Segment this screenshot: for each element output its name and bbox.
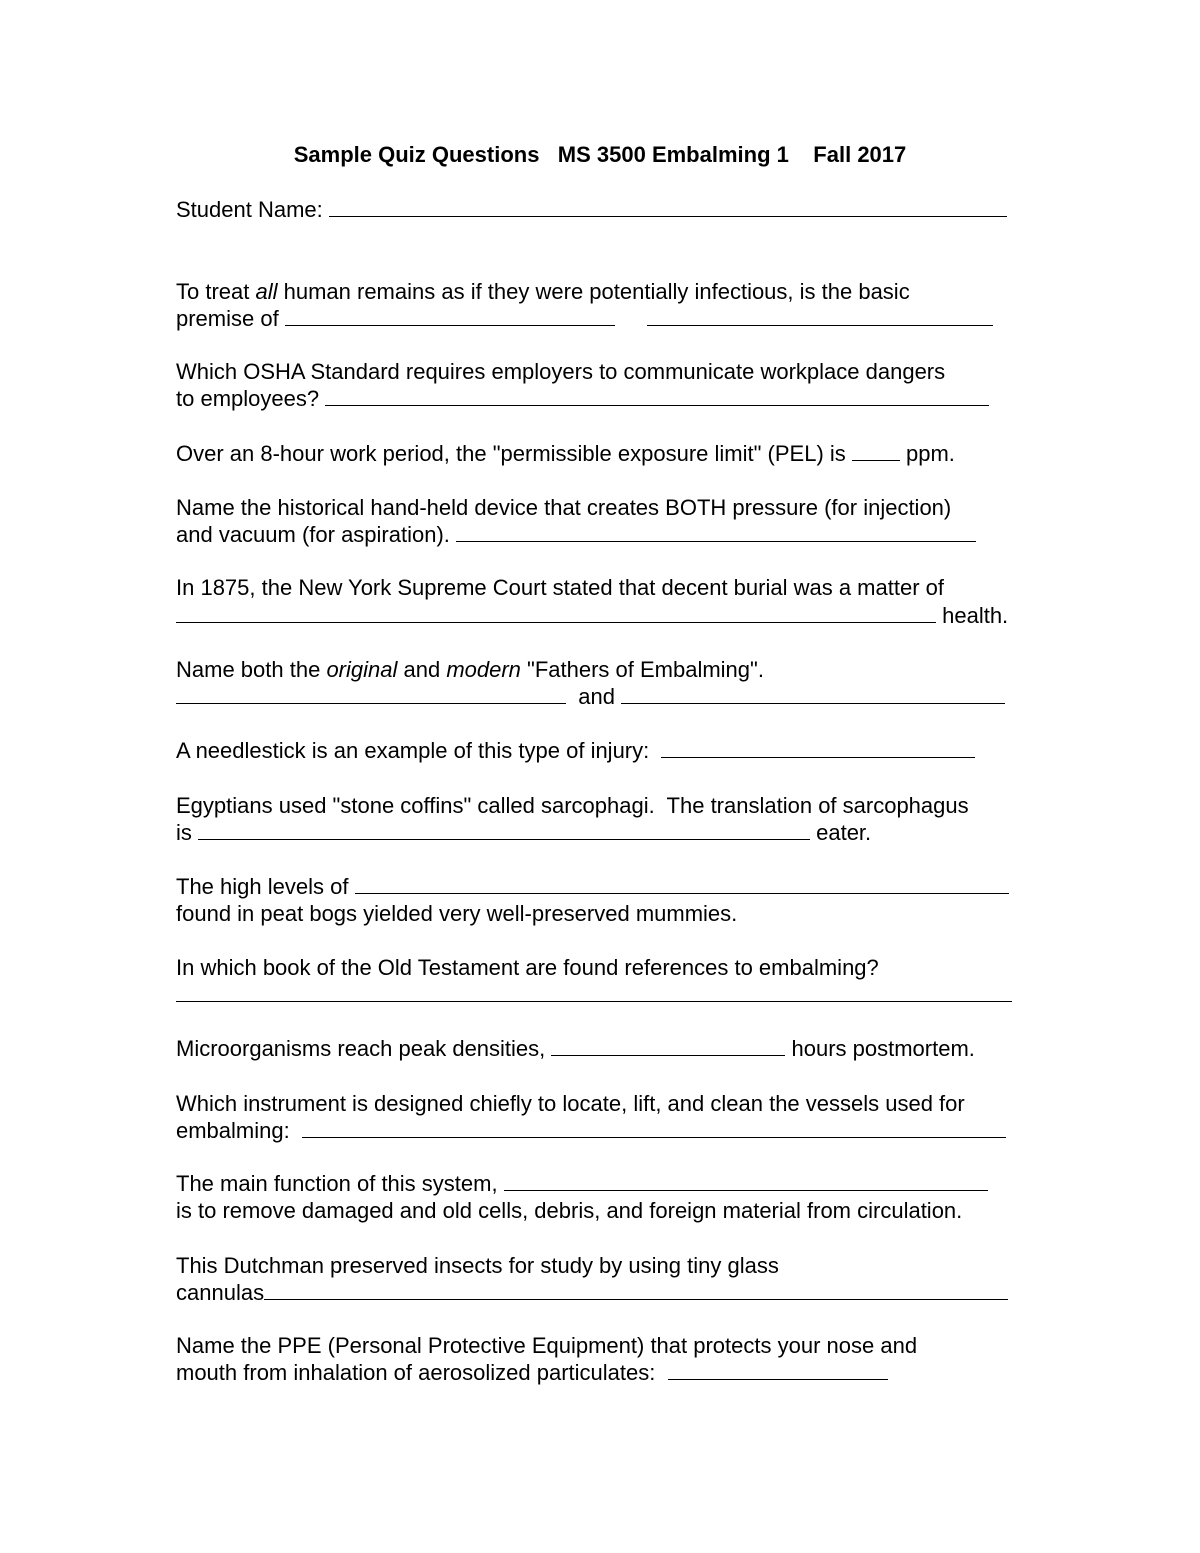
student-name-row [176, 196, 1007, 224]
question-11-line-1: Microorganisms reach peak densities, hours postmortem. [176, 1036, 975, 1061]
answer-blank[interactable] [355, 873, 1009, 894]
question-12-line-1: Which instrument is designed chiefly to locate, lift, and clean the vessels used for [176, 1091, 965, 1116]
answer-blank[interactable] [176, 683, 566, 704]
question-8-line-2: is eater. [176, 820, 872, 845]
question-7-line-1: A needlestick is an example of this type of injury: [176, 737, 975, 765]
question-15-line-1: Name the PPE (Personal Protective Equipment) that protects your nose and [176, 1333, 918, 1358]
question-10-line-2 [176, 981, 1012, 1009]
answer-blank[interactable] [551, 1035, 785, 1056]
question-1-line-1: To treat all human remains as if they were potentially infectious, is the basic [176, 279, 910, 304]
question-6-line-2: and [176, 683, 1005, 711]
question-9-line-1: The high levels of [176, 873, 1009, 901]
answer-blank[interactable] [621, 683, 1005, 704]
question-9-line-2: found in peat bogs yielded very well-preserved mummies. [176, 901, 738, 926]
question-13-line-2: is to remove damaged and old cells, debris, and foreign material from circulation. [176, 1198, 963, 1223]
question-5-line-1: In 1875, the New York Supreme Court stated that decent burial was a matter of [176, 575, 944, 600]
question-2-line-2: to employees? [176, 385, 989, 413]
answer-blank[interactable] [176, 602, 936, 623]
question-5-line-2: health. [176, 602, 1008, 630]
answer-blank[interactable] [176, 981, 1012, 1002]
student-name-label: Student Name: [176, 197, 329, 222]
answer-blank[interactable] [661, 737, 975, 758]
question-4-line-1: Name the historical hand-held device that creates BOTH pressure (for injection) [176, 495, 952, 520]
question-10-line-1: In which book of the Old Testament are found references to embalming? [176, 955, 879, 980]
question-2-line-1: Which OSHA Standard requires employers to communicate workplace dangers [176, 359, 946, 384]
question-15-line-2: mouth from inhalation of aerosolized particulates: [176, 1359, 888, 1387]
question-1-line-2: premise of [176, 305, 993, 333]
answer-blank[interactable] [198, 819, 810, 840]
question-14-line-2: cannulas [176, 1279, 1008, 1307]
answer-blank[interactable] [302, 1117, 1006, 1138]
answer-blank[interactable] [285, 305, 615, 326]
answer-blank[interactable] [852, 440, 900, 461]
question-8-line-1: Egyptians used "stone coffins" called sarcophagi. The translation of sarcophagus [176, 793, 969, 818]
student-name-blank[interactable] [329, 196, 1007, 217]
question-13-line-1: The main function of this system, [176, 1170, 988, 1198]
question-14-line-1: This Dutchman preserved insects for study by using tiny glass [176, 1253, 779, 1278]
question-12-line-2: embalming: [176, 1117, 1006, 1145]
answer-blank[interactable] [647, 305, 993, 326]
question-3-line-1: Over an 8-hour work period, the "permissible exposure limit" (PEL) is ppm. [176, 441, 955, 466]
answer-blank[interactable] [668, 1359, 888, 1380]
answer-blank[interactable] [456, 521, 976, 542]
answer-blank[interactable] [264, 1279, 1008, 1300]
answer-blank[interactable] [325, 385, 989, 406]
question-4-line-2: and vacuum (for aspiration). [176, 521, 976, 549]
question-6-line-1: Name both the original and modern "Fathers of Embalming". [176, 657, 764, 682]
page-title: Sample Quiz Questions MS 3500 Embalming 1 Fall 2017 [293, 142, 907, 167]
answer-blank[interactable] [504, 1170, 988, 1191]
